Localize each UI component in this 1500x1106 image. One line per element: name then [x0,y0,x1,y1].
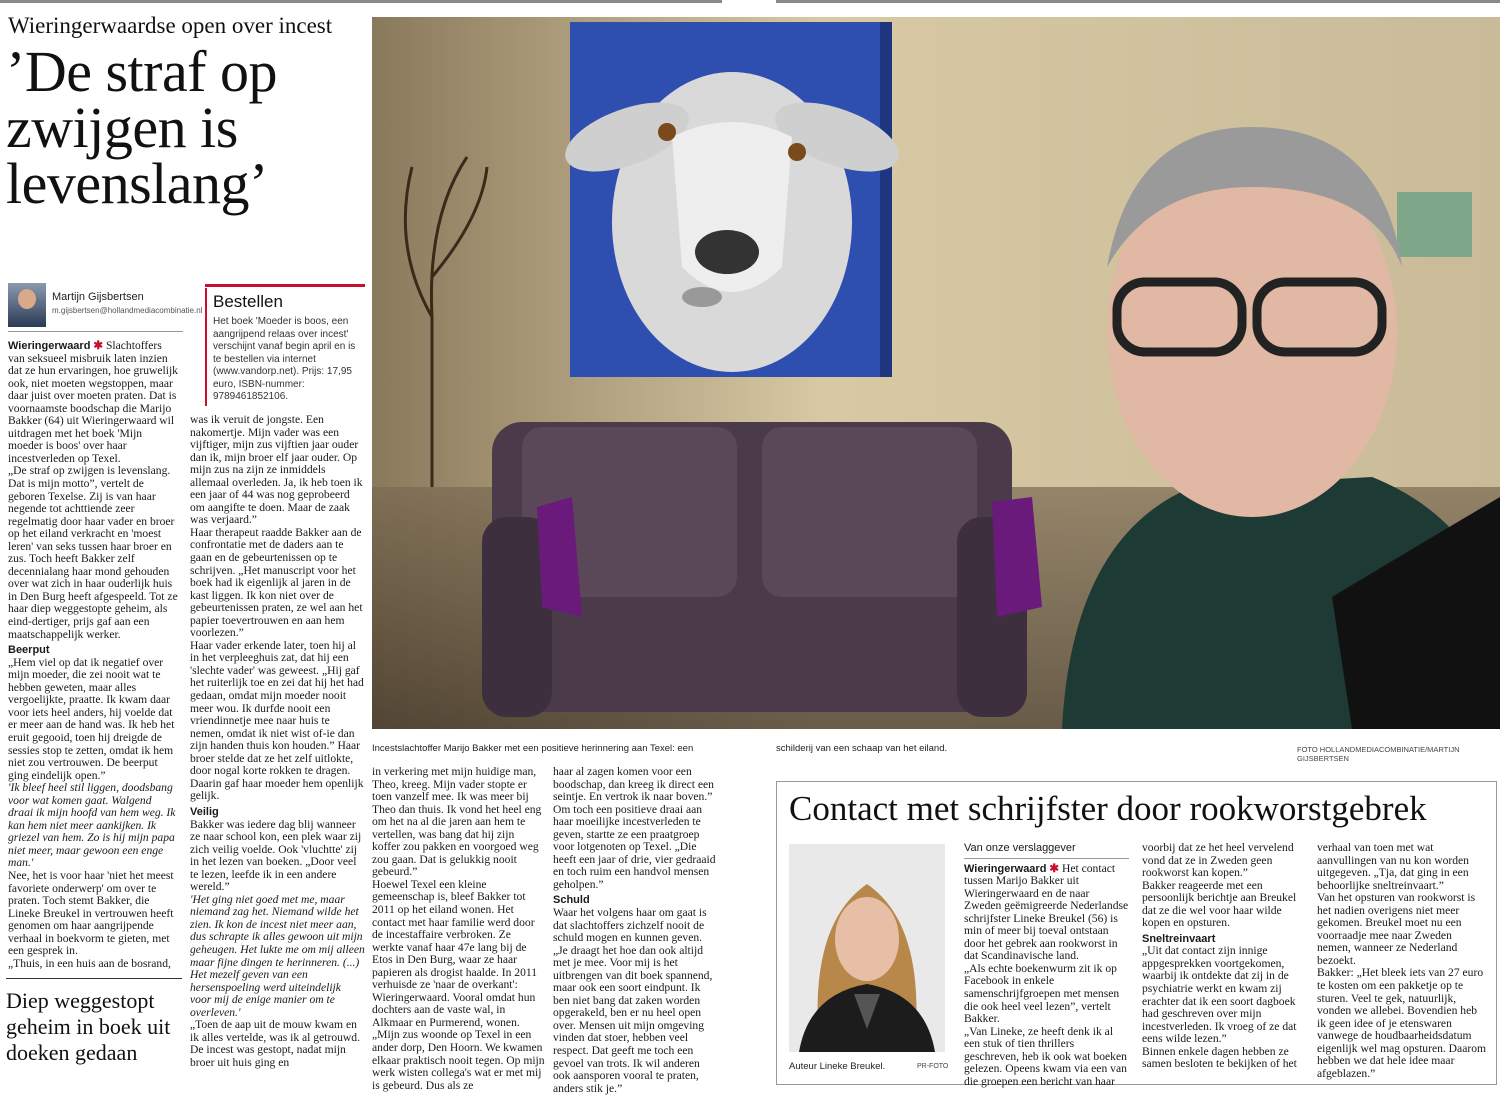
sidebar-title: Contact met schrijfster door rookworstgebrek [789,789,1427,828]
author-photo [8,283,46,327]
article-column-2 [190,414,365,1069]
order-box-title: Bestellen [213,292,283,311]
sidebar-dateline: Wieringerwaard [964,862,1047,875]
photo-caption: Incestslachtoffer Marijo Bakker met een positieve herinnering aan Texel: een [372,743,694,754]
paragraph: verhaal van toen met wat aanvullingen van nu kon worden uitgegeven. „Tja, dat ging in een behoorlijke sneltreinvaart.” [1317,841,1469,892]
article-headline [6,39,366,216]
author-email[interactable]: m.gijsbertsen@hollandmediacombinatie.nl [52,306,203,315]
subheading: Veilig [190,805,219,818]
paragraph: in verkering met mijn huidige man, Theo, kreeg. Mijn vader stopte er toen vanzelf mee. Ik was meer bij Theo dan thuis. Ik vond het heel eng om het na al die jaren aan hem te vertellen, was bang dat hij zijn koffer zou pakken en voorgoed weg zou gaan. Dat is gelukkig nooit gebeurd.” [372,765,542,879]
top-rule-left [0,0,722,3]
headline-line: ’De straf op [6,39,278,104]
subheading: Beerput [8,644,50,657]
article-column-1 [8,340,178,970]
paragraph: Bakker reageerde met een persoonlijk berichtje aan Breukel dat ze die wel voor haar wilde kopen en opsturen. [1142,878,1297,930]
sheep-painting [556,22,907,377]
top-rule-right [776,0,1500,3]
headline-line: zwijgen is [6,95,238,160]
lead-paragraph: Slachtoffers van seksueel misbruik laten inzien dat ze hun ervaringen, hoe gruwelijk ook, niet moeten wegstoppen, maar daar juist over moeten praten. Dat is voornaamste boodschap die Marijo Bakker (64) uit Wieringerwaard wil uitdragen met het boek 'Mijn moeder is boos' over haar incestverleden op Texel. [8,339,178,465]
sidebar-column-3 [1317,842,1487,1080]
paragraph: Het contact tussen Marijo Bakker uit Wieringerwaard en de naar Zweden geëmigreerde Nederlandse schrijfster Lineke Breukel (56) is min of meer bij toeval ontstaan door het gebrek aan rookworst in dat Scandinavische land. [964,861,1129,963]
paragraph: „Hem viel op dat ik negatief over mijn moeder, die zei nooit wat te hebben geweten, maar alles vergoelijkte, praatte. Ik kwam daar voor iets heel anders, hij voelde dat er meer aan de hand was. Ik heb het eruit gegooid, toen hij dreigde de sessies stop te zetten, omdat ik hem niet zou vertrouwen. De beerput ging eindelijk open.” [8,655,175,782]
dateline-star-icon: ✱ [93,339,104,352]
dateline: Wieringerwaard [8,340,91,352]
byline-rule [8,331,183,332]
paragraph: Bakker was iedere dag blij wanneer ze naar school kon, een plek waar zij zich veilig voelde. Ook 'vluchtte' zij in het lezen van boeken. „Door veel te lezen, leefde ik in een andere wereld.” [190,817,362,894]
paragraph: Van het opsturen van rookworst is het nadien overigens niet meer gekomen. Breukel moet nu een voorraadje mee naar Zweden nemen, wanneer ze Nederland bezoekt. [1317,891,1476,967]
photo-credit: FOTO HOLLANDMEDIACOMBINATIE/MARTIJN GIJSBERTSEN [1297,745,1460,763]
paragraph: Waar het volgens haar om gaat is dat slachtoffers zichzelf nooit de schuld mogen en kunnen geven. „Je draagt het hoe dan ook altijd met je mee. Voor mij is het uitbrengen van dit boek spannend, maar ook een soort eindpunt. Ik ben niet bang dat zaken worden opgerakeld, ben er nu heel open over. Mensen uit mijn omgeving vinden dat stoer, hebben veel respect. Dat geeft me toch een gevoel van trots. Ik wil anderen ook aansporen vooral te praten, anders stik je.” [553,906,713,1095]
portrait-illustration [789,844,945,1052]
sofa [482,422,1042,717]
paragraph: was ik veruit de jongste. Een nakomertje. Mijn vader was een vijftiger, mijn zus vijftien jaar ouder dan ik, mijn broer elf jaar ouder. Op mijn zus na zijn ze inmiddels allemaal overleden. Ja, ik heb toen ik een jaar of 44 was nog geprobeerd om aangifte te doen. Maar de zaak was verjaard.” [190,413,363,527]
headline-line: levenslang’ [6,151,268,216]
sidebar-column-2 [1142,842,1302,1071]
subheading: Schuld [553,894,590,907]
dateline-star-icon: ✱ [1049,861,1060,875]
pullquote: Diep weggestopt geheim in boek uit doeken gedaan [6,988,171,1065]
paragraph: „De straf op zwijgen is levenslang. Dat is mijn motto”, vertelt de geboren Texelse. Zij is van haar negende tot achttiende zeer regelmatig door haar vader en broer op het eiland verkracht en 'moest leren' van seks tussen haar broer en zus. Toch heeft Bakker zelf decennialang haar mond gehouden over wat zich in haar ouderlijk huis in Den Burg heeft afgespeeld. Tot ze haar diep weggestopte geheim, als eind-dertiger, prijs gaf aan een maatschappelijk werker. [8,464,178,641]
article-column-4 [553,766,718,1095]
paragraph: „Mijn zus woonde op Texel in een ander dorp, Den Hoorn. We kwamen elkaar praktisch nooit tegen. Op mijn werk wisten collega's wat er met mij is gebeurd. Dus als ze [372,1028,545,1092]
sidebar-box [776,781,1497,1088]
main-photo-illustration [372,17,1500,729]
author-byline [8,283,203,329]
photo-caption-continued: schilderij van een schaap van het eiland. [776,743,948,754]
paragraph: Haar therapeut raadde Bakker aan de confrontatie met de daders aan te gaan en de gebeurtenissen op te schrijven. „Het manuscript voor het boek had ik eigenlijk al jaren in de kast liggen. Ik kon niet over de gebeurtenissen praten, ze wel aan het papier toevertrouwen en aan hem voorlezen.” [190,525,363,640]
paragraph: Om toch een positieve draai aan haar moeilijke incestverleden te geven, startte ze een praatgroep voor lotgenoten op Texel. „Die heeft een jaar of drie, vier gedraaid en toch ruim een handvol mensen geholpen.” [553,802,716,891]
author-name: Martijn Gijsbertsen [52,291,144,303]
order-box [205,284,365,404]
sidebar-column-1 [964,842,1129,1088]
portrait-caption: Auteur Lineke Breukel. [789,1061,886,1072]
paragraph: „Als echte boekenwurm zit ik op Facebook in enkele samenschrijfgroepen met mensen die ook heel veel lezen”, vertelt Bakker. [964,961,1120,1026]
order-box-side-rule [205,288,207,406]
paragraph: Bakker: „Het bleek iets van 27 euro te kosten om een pakketje op te sturen. Veel te gek, natuurlijk, vonden we allebei. Bovendien heb ik geen idee of je etenswaren vanwege de houdbaarheidsdatum eigenlijk wel mag opsturen. Daarom hebben we dat hele idee maar afgeblazen.” [1317,966,1487,1080]
author-portrait [789,844,945,1052]
order-box-text: Het boek 'Moeder is boos, een aangrijpend relaas over incest' verschijnt vanaf begin april en is te bestellen via internet (www.vandorp.net). Prijs: 17,95 euro, ISBN-nummer: 9789461852106. [213,316,356,402]
book-quote: 'Het ging niet goed met me, maar niemand zag het. Niemand wilde het zien. Ik kon de incest niet meer aan, dus schrapte ik alles gewoon uit mijn geheugen. Het lukte me om mij alleen maar fijne dingen te herinneren. (...) Het mezelf geven van een hersenspoeling werd uiteindelijk voor mij de enige manier om te overleven.' [190,892,365,1019]
paragraph: Hoewel Texel een kleine gemeenschap is, bleef Bakker tot 2011 op het eiland wonen. Het contact met haar familie werd door de incestaffaire verbroken. Ze werkte vanaf haar 47e lang bij de Etos in Den Burg, waar ze haar papieren als drogist haalde. In 2011 verhuisde ze 'naar de overkant': Wieringerwaard. Vooral omdat hun dochters aan de vaste wal, in Alkmaar en Purmerend, wonen. [372,877,538,1029]
paragraph: „Uit dat contact zijn innige appgesprekken voortgekomen, waarbij ik ontdekte dat zij in de psychiatrie werkt en kwam zij erachter dat ik een soort dagboek had geschreven over mijn incestverleden. Ik vroeg of ze dat eens wilde lezen.” [1142,944,1297,1046]
subheading: Sneltreinvaart [1142,932,1216,945]
paragraph: „Toen de aap uit de mouw kwam en ik alles vertelde, was ik al getrouwd. De incest was gestopt, nadat mijn broer uit huis ging en [190,1018,360,1069]
paragraph: voorbij dat ze het heel vervelend vond dat ze in Zweden geen rookworst kan kopen.” [1142,841,1294,880]
article-kicker: Wieringerwaardse open over incest [8,13,333,38]
paragraph: haar al zagen komen voor een boodschap, dan kreeg ik direct een seintje. En vertrok ik naar boven.” [553,765,714,804]
pullquote-rule [6,978,182,979]
small-painting [1397,192,1472,257]
article-column-3 [372,766,545,1092]
paragraph: Haar vader erkende later, toen hij al in het verpleeghuis zat, dat hij een 'slechte vader' was geweest. „Hij gaf het ruiterlijk toe en zei dat hij het had gedaan, omdat mijn moeder nooit meer wou. Ik durfde nooit een vriendinnetje mee naar huis te nemen, omdat ik niet wist of-ie dan zijn handen thuis kon houden.” Haar broer stelde dat ze het zelf uitlokte, door nogal korte rokken te dragen. Daarin gaf haar moeder hem openlijk gelijk. [190,638,364,803]
paragraph: „Van Lineke, ze heeft denk ik al een stuk of tien thrillers geschreven, heb ik ook wat boeken gelezen. Opeens kwam via een van die groepen een bericht van haar [964,1024,1127,1088]
portrait-credit: PR-FOTO [917,1063,949,1070]
book-quote: 'Ik bleef heel stil liggen, doodsbang voor wat komen gaat. Walgend draai ik mijn hoofd van hem weg. Ik kan hem niet meer aankijken. Ik griezel van hem. Zo is hij mijn papa niet meer, maar gewoon een enge man.' [8,781,176,870]
main-photo [372,17,1500,729]
paragraph: Binnen enkele dagen hebben ze samen besloten te bekijken of het [1142,1044,1297,1071]
order-box-accent [205,284,365,287]
paragraph: Nee, het is voor haar 'niet het meest favoriete onderwerp' om over te praten. Toch stemt Bakker, die Lineke Breukel in vertrouwen heeft genomen om haar aangrijpende verhaal in boekvorm te gieten, met een gesprek in. [8,868,174,958]
paragraph: „Thuis, in een huis aan de bosrand, [8,956,171,970]
sidebar-byline: Van onze verslaggever [964,842,1129,859]
